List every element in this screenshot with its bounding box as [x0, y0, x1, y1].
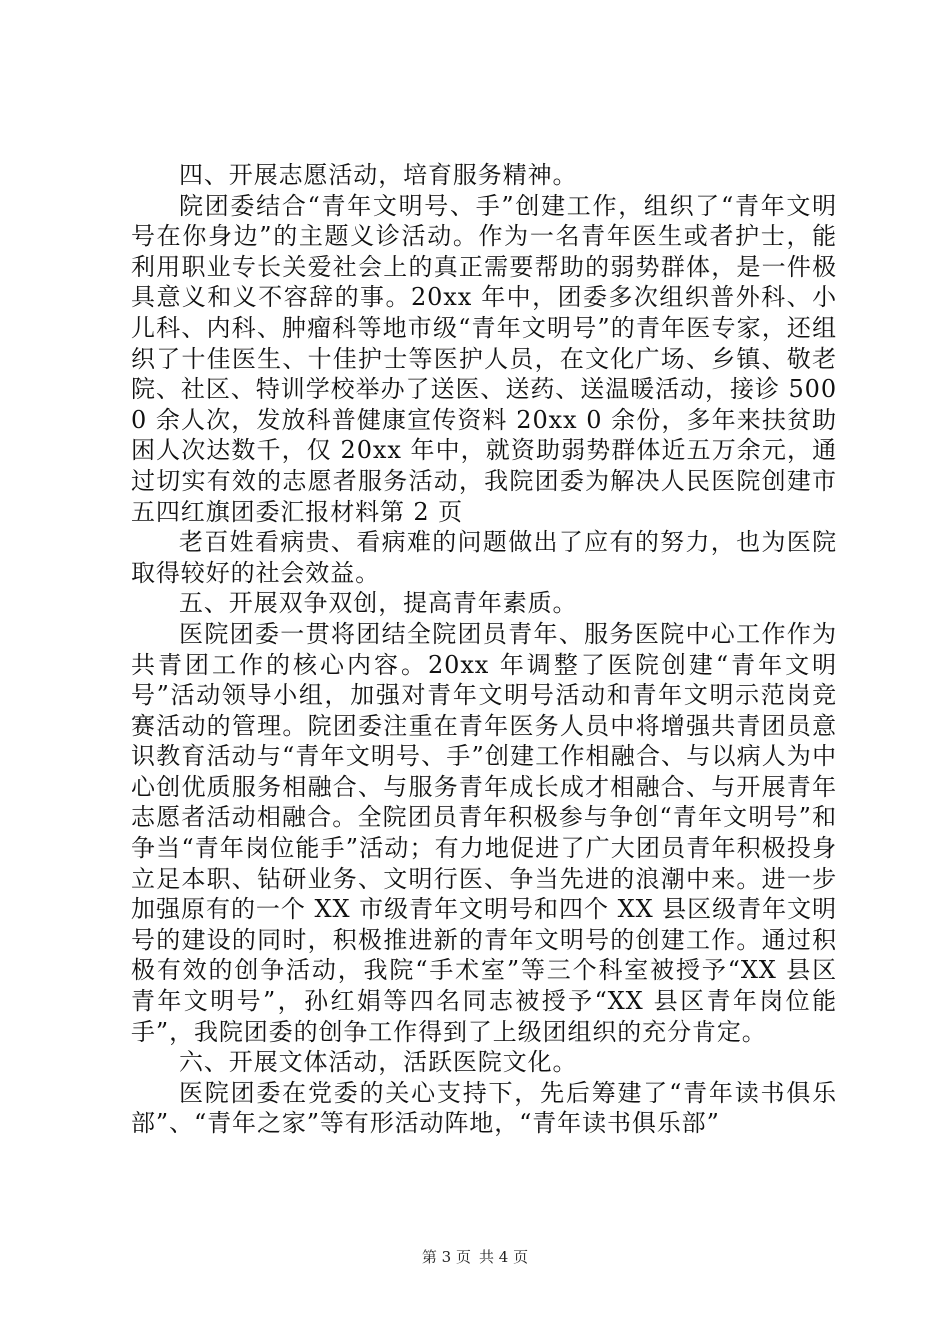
section-heading-culture-activities: 六、开展文体活动，活跃医院文化。 — [179, 1048, 578, 1077]
document-body — [131, 160, 837, 1139]
section-heading-volunteer: 四、开展志愿活动，培育服务精神。 — [179, 161, 578, 189]
page-number: 第 3 页 — [421, 1248, 471, 1266]
section-heading-double-contest: 五、开展双争双创，提高青年素质。 — [179, 589, 578, 618]
page-total: 共 4 页 — [479, 1248, 529, 1266]
paragraph-double-contest: 医院团委一贯将团结全院团员青年、服务医院中心工作作为共青团工作的核心内容。20xx 年调整了医院创建“青年文明号”活动领导小组，加强对青年文明号活动和青年文明示范岗竞赛活动的管理。院团委注重在青年医务人员中将增强共青团员意识教育活动与“青年文明号、手”创建工作相融合、与以病人为中心创优质服务相融合、与服务青年成长成才相融合、与开展青年志愿者活动相融合。全院团员青年积极参与争创“青年文明号”和争当“青年岗位能手”活动；有力地促进了广大团员青年积极投身立足本职、钻研业务、文明行医、争当先进的浪潮中来。进一步加强原有的一个 XX 市级青年文明号和四个 XX 县区级青年文明号的建设的同时，积极推进新的青年文明号的创建工作。通过积极有效的创争活动，我院“手术室”等三个科室被授予“XX 县区青年文明号”，孙红娟等四名同志被授予“XX 县区青年岗位能手”，我院团委的创争工作得到了上级团组织的充分肯定。 — [131, 619, 837, 1046]
page-footer — [0, 1247, 950, 1267]
paragraph-volunteer-continued: 老百姓看病贵、看病难的问题做出了应有的努力，也为医院取得较好的社会效益。 — [131, 528, 837, 587]
paragraph-culture-activities: 医院团委在党委的关心支持下，先后筹建了“青年读书俱乐部”、“青年之家”等有形活动阵地，“青年读书俱乐部” — [131, 1078, 837, 1138]
paragraph-volunteer-activities: 院团委结合“青年文明号、手”创建工作，组织了“青年文明号在你身边”的主题义诊活动。作为一名青年医生或者护士，能利用职业专长关爱社会上的真正需要帮助的弱势群体，是一件极具意义和义不容辞的事。20xx 年中，团委多次组织普外科、小儿科、内科、肿瘤科等地市级“青年文明号”的青年医专家，还组织了十佳医生、十佳护士等医护人员，在文化广场、乡镇、敬老院、社区、特训学校举办了送医、送药、送温暖活动，接诊 500 0 余人次，发放科普健康宣传资料 20xx 0 余份，多年来扶贫助困人次达数千，仅 20xx 年中，就资助弱势群体近五万余元，通过切实有效的志愿者服务活动，我院团委为解决人民医院创建市五四红旗团委汇报材料第 2 页 — [131, 191, 837, 526]
